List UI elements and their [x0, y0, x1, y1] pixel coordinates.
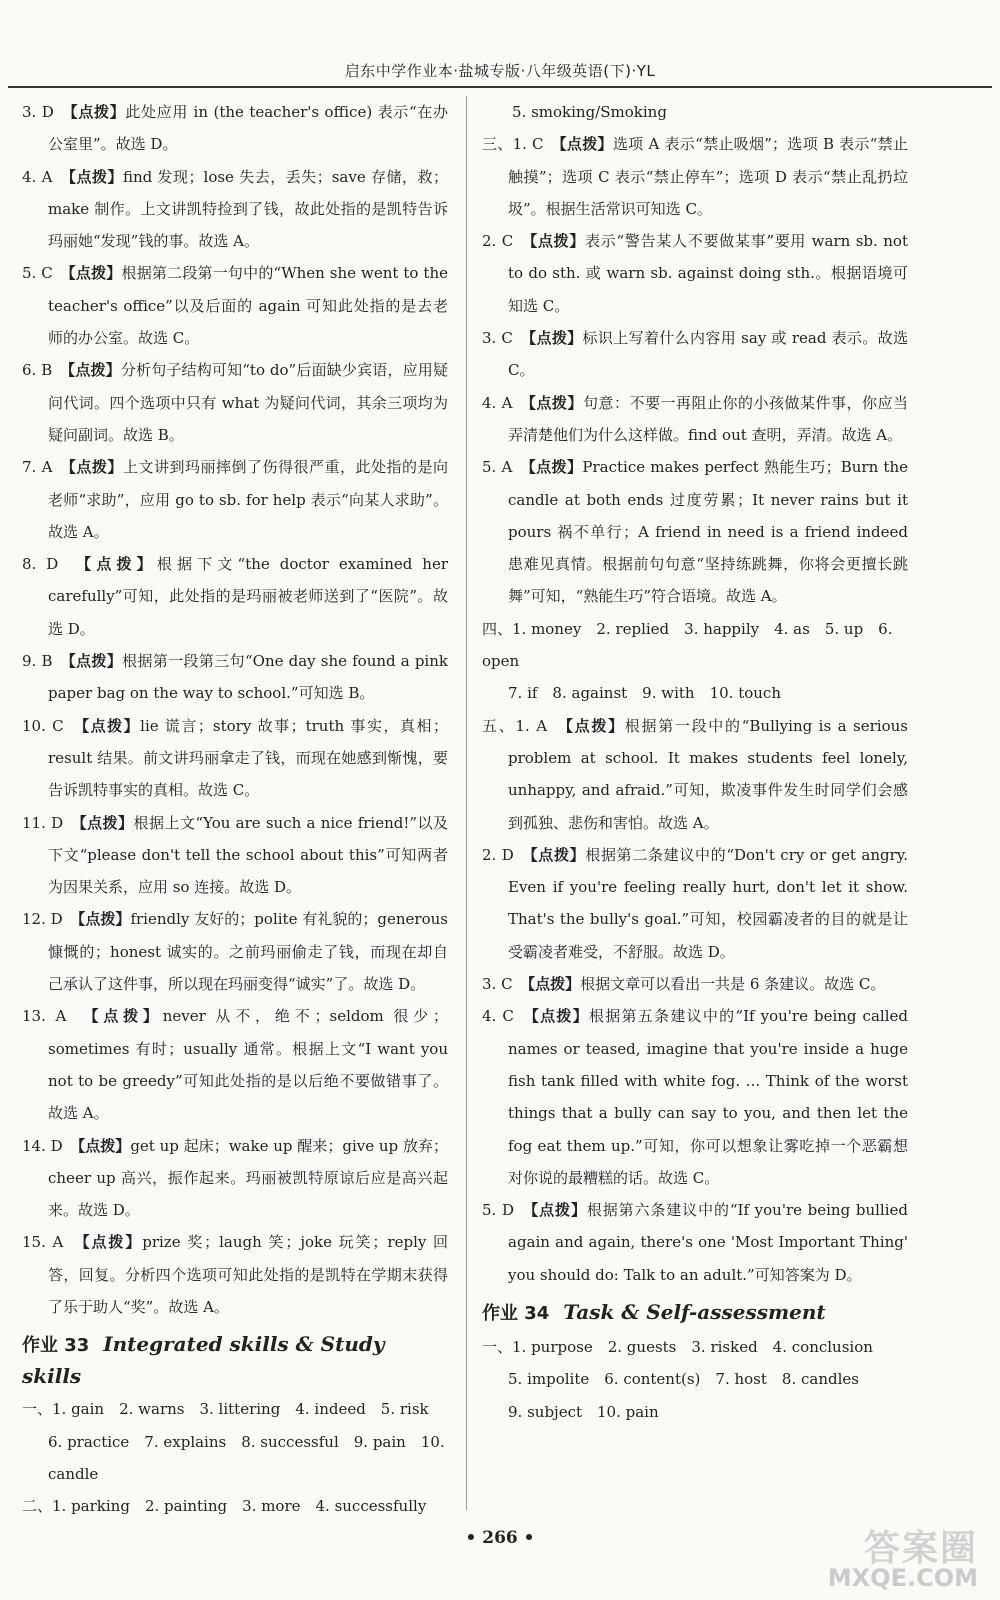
watermark-logo-mark: 答案圈	[863, 1528, 978, 1569]
answer-item	[482, 225, 908, 322]
section-33-title	[22, 1329, 448, 1391]
answer-number: 15. A	[22, 1233, 83, 1252]
answer-number: 2. D	[482, 845, 531, 864]
answer-explanation: 标识上写着什么内容用 say 或 read 表示。故选 C。	[508, 329, 909, 380]
left-column	[22, 96, 449, 1516]
left-answer-list	[22, 96, 448, 1323]
watermark-logo	[818, 1520, 978, 1592]
answer-explanation: Practice makes perfect 熟能生巧；Burn the candle at both ends 过度劳累；It never rains but it pours 祸不单行；A friend in need is a friend indeed 患难见真情。根据前句句意“坚持练跳舞，你将会更擅长跳舞”可知，“熟能生巧”符合语境。故选 A。	[508, 458, 908, 606]
section-33-label: 作业 33	[22, 1335, 90, 1357]
header-rule	[8, 86, 992, 88]
answer-number: 5. C	[22, 264, 69, 283]
hint-label: 【点拨】	[529, 232, 586, 251]
hint-label: 【点拨】	[68, 652, 123, 671]
answer-explanation: 根据下文“the doctor examined her carefully”可知，此处指的是玛丽被老师送到了“医院”。故选 D。	[48, 555, 449, 638]
answer-explanation: 分析句子结构可知“to do”后面缺少宾语，应用疑问代词。四个选项中只有 what 为疑问代词，其余三项均为疑问副词。故选 B。	[48, 361, 448, 444]
answer-number: 4. C	[482, 1007, 532, 1026]
answer-line: 一、1. gain 2. warns 3. littering 4. indeed 5. risk	[22, 1400, 429, 1419]
answer-item	[22, 1000, 448, 1129]
page-header: 启东中学作业本·盐城专版·八年级英语(下)·YL	[344, 62, 656, 80]
hint-label: 【点拨】	[83, 555, 157, 574]
hint-label: 【点拨】	[528, 393, 583, 412]
answer-item	[482, 128, 908, 225]
hint-label: 【点拨】	[70, 103, 126, 121]
right-column	[482, 96, 908, 1504]
answer-explanation: 上文讲到玛丽摔倒了伤得很严重，此处指的是向老师“求助”，应用 go to sb. for help 表示“向某人求助”。故选 A。	[48, 458, 448, 541]
answer-item	[22, 710, 448, 807]
answer-item	[482, 322, 908, 387]
answer-item	[482, 839, 908, 968]
page-number: • 266 •	[465, 1528, 535, 1548]
hint-label: 【点拨】	[565, 716, 625, 735]
hint-label: 【点拨】	[527, 975, 581, 994]
answer-item	[22, 903, 448, 1000]
answer-number: 4. A	[482, 393, 529, 412]
answer-number: 14. D	[22, 1136, 78, 1155]
hint-label: 【点拨】	[530, 1201, 587, 1220]
answer-explanation: 根据第五条建议中的“If you're being called names or teased, imagine that you're inside a huge fish tank filled with white fog. ... Think of the worst things that a bully can say to you, and then let the fog eat them up.”可知，你可以想象让雾吃掉一个恶霸想对你说的最糟糕的话。故选 C。	[508, 1007, 908, 1187]
answer-item	[22, 96, 448, 161]
answer-explanation: get up 起床；wake up 醒来；give up 放弃；cheer up 高兴，振作起来。玛丽被凯特原谅后应是高兴起来。故选 D。	[48, 1136, 448, 1220]
hint-label: 【点拨】	[79, 813, 134, 832]
hint-label: 【点拨】	[67, 361, 121, 380]
answer-item	[22, 1130, 448, 1227]
watermark-url: MXQE.COM	[827, 1564, 978, 1592]
hint-label: 【点拨】	[90, 1007, 163, 1026]
right-answer-list	[482, 128, 908, 612]
answer-line: 四、1. money 2. replied 3. happily 4. as 5. up 6. open	[482, 619, 893, 671]
hint-label: 【点拨】	[68, 167, 123, 186]
answer-item	[22, 257, 448, 354]
answer-number: 5. A	[482, 458, 529, 477]
answer-item	[22, 354, 448, 451]
hint-label: 【点拨】	[531, 1007, 589, 1026]
answer-line: 6. practice 7. explains 8. successful 9. pain 10. candle	[48, 1432, 445, 1483]
answer-number: 7. A	[22, 458, 69, 477]
answer-number: 五、1. A	[482, 716, 566, 735]
answer-explanation: 此处应用 in (the teacher's office) 表示“在办公室里”。故选 D。	[48, 103, 449, 154]
hint-label: 【点拨】	[77, 1136, 131, 1155]
answer-number: 8. D	[22, 555, 84, 574]
answer-explanation: find 发现；lose 失去，丢失；save 存储，救；make 制作。上文讲凯特捡到了钱，故此处指的是凯特告诉玛丽她“发现”钱的事。故选 A。	[48, 167, 448, 251]
answer-explanation: 根据第一段中的“Bullying is a serious problem at school. It makes students feel lonely, unhappy, and afraid.”可知，欺凌事件发生时同学们会感到孤独、悲伤和害怕。故选 A。	[508, 716, 908, 832]
answer-line: 二、1. parking 2. painting 3. more 4. successfully	[22, 1497, 427, 1516]
answer-explanation: 根据第二段第一句中的“When she went to the teacher's office”以及后面的 again 可知此处指的是去老师的办公室。故选 C。	[48, 264, 448, 348]
answer-number: 12. D	[22, 910, 78, 929]
answer-explanation: 根据文章可以看出一共是 6 条建议。故选 C。	[580, 975, 886, 994]
answer-line: 5. impolite 6. content(s) 7. host 8. candles	[508, 1370, 859, 1389]
hint-label: 【点拨】	[82, 1233, 143, 1252]
section-34-label: 作业 34	[482, 1302, 550, 1324]
answer-number: 9. B	[22, 652, 69, 671]
answer-explanation: 根据上文“You are such a nice friend!”以及下文“please don't tell the school about this”可知两者为因果关系，应用 so 连接。故选 D。	[48, 813, 449, 897]
answer-item	[482, 387, 908, 452]
section-33-answers	[22, 1393, 448, 1522]
answer-number: 4. A	[22, 167, 69, 186]
answer-item	[22, 548, 448, 645]
answer-number: 2. C	[482, 232, 530, 251]
hint-label: 【点拨】	[68, 264, 122, 283]
answer-number: 3. C	[482, 975, 528, 994]
answer-item	[22, 807, 448, 904]
hint-label: 【点拨】	[68, 458, 123, 477]
answer-number: 6. B	[22, 361, 68, 380]
answer-number: 11. D	[22, 813, 80, 832]
right-answer-list-2	[482, 710, 908, 1291]
answer-item	[482, 1000, 908, 1194]
hint-label: 【点拨】	[530, 845, 586, 864]
answer-line: 一、1. purpose 2. guests 3. risked 4. conclusion	[482, 1337, 873, 1356]
answer-number: 5. D	[482, 1201, 531, 1220]
answer-explanation: 根据第一段第三句“One day she found a pink paper bag on the way to school.”可知选 B。	[48, 652, 448, 703]
hint-label: 【点拨】	[81, 716, 141, 735]
answer-item	[482, 451, 908, 612]
section-34-heading: Task & Self-assessment	[563, 1299, 826, 1324]
answer-number: 3. D	[22, 103, 71, 121]
answer-item	[22, 161, 448, 258]
answer-number: 三、1. C	[482, 135, 560, 154]
hint-label: 【点拨】	[528, 458, 583, 477]
answer-explanation: 表示“警告某人不要做某事”要用 warn sb. not to do sth. 或 warn sb. against doing sth.。根据语境可知选 C。	[508, 232, 908, 315]
answer-item	[482, 1194, 908, 1291]
section-33-heading: Integrated skills & Study skills	[22, 1332, 385, 1389]
answer-line: 5. smoking/Smoking	[512, 103, 667, 121]
answer-item	[22, 645, 448, 710]
answer-explanation: never 从不，绝不；seldom 很少；sometimes 有时；usually 通常。根据上文“I want you not to be greedy”可知此处指的是以后绝不要做错事了。故选 A。	[48, 1007, 448, 1123]
answer-item	[482, 968, 908, 1000]
answer-number: 10. C	[22, 716, 82, 735]
answer-explanation: prize 奖；laugh 笑；joke 玩笑；reply 回答，回复。分析四个选项可知此处指的是凯特在学期末获得了乐于助人“奖”。故选 A。	[48, 1233, 448, 1316]
answer-line: 7. if 8. against 9. with 10. touch	[508, 684, 781, 703]
answer-explanation: friendly 友好的；polite 有礼貌的；generous 慷慨的；honest 诚实的。之前玛丽偷走了钱，而现在却自己承认了这件事，所以现在玛丽变得“诚实”了。故选 D。	[48, 910, 448, 994]
answer-explanation: 句意：不要一再阻止你的小孩做某件事，你应当弄清楚他们为什么这样做。find out 查明，弄清。故选 A。	[508, 393, 908, 444]
section-34-title	[482, 1297, 908, 1329]
section-4-answers	[482, 613, 908, 710]
answer-item	[482, 710, 908, 839]
answer-explanation: lie 谎言；story 故事；truth 事实，真相；result 结果。前文讲玛丽拿走了钱，而现在她感到惭愧，要告诉凯特事实的真相。故选 C。	[48, 716, 448, 800]
answer-item	[22, 451, 448, 548]
answer-number: 13. A	[22, 1007, 91, 1026]
answer-number: 3. C	[482, 329, 529, 348]
answer-explanation: 根据第六条建议中的“If you're being bullied again and again, there's one 'Most Important Thing' you should do: Talk to an adult.”可知答案为 D。	[508, 1201, 908, 1284]
hint-label: 【点拨】	[77, 910, 131, 929]
answer-explanation: 选项 A 表示“禁止吸烟”；选项 B 表示“禁止触摸”；选项 C 表示“禁止停车”；选项 D 表示“禁止乱扔垃圾”。根据生活常识可知选 C。	[508, 135, 908, 218]
answer-explanation: 根据第二条建议中的“Don't cry or get angry. Even if you're feeling really hurt, don't let it show. That's the bully's goal.”可知，校园霸凌者的目的就是让受霸凌者难受，不舒服。故选 D。	[508, 845, 908, 961]
answer-item	[22, 1226, 448, 1323]
section-34-answers	[482, 1331, 908, 1428]
column-divider	[466, 96, 467, 1510]
answer-line: 9. subject 10. pain	[508, 1402, 659, 1421]
hint-label: 【点拨】	[559, 135, 613, 154]
hint-label: 【点拨】	[528, 329, 583, 348]
